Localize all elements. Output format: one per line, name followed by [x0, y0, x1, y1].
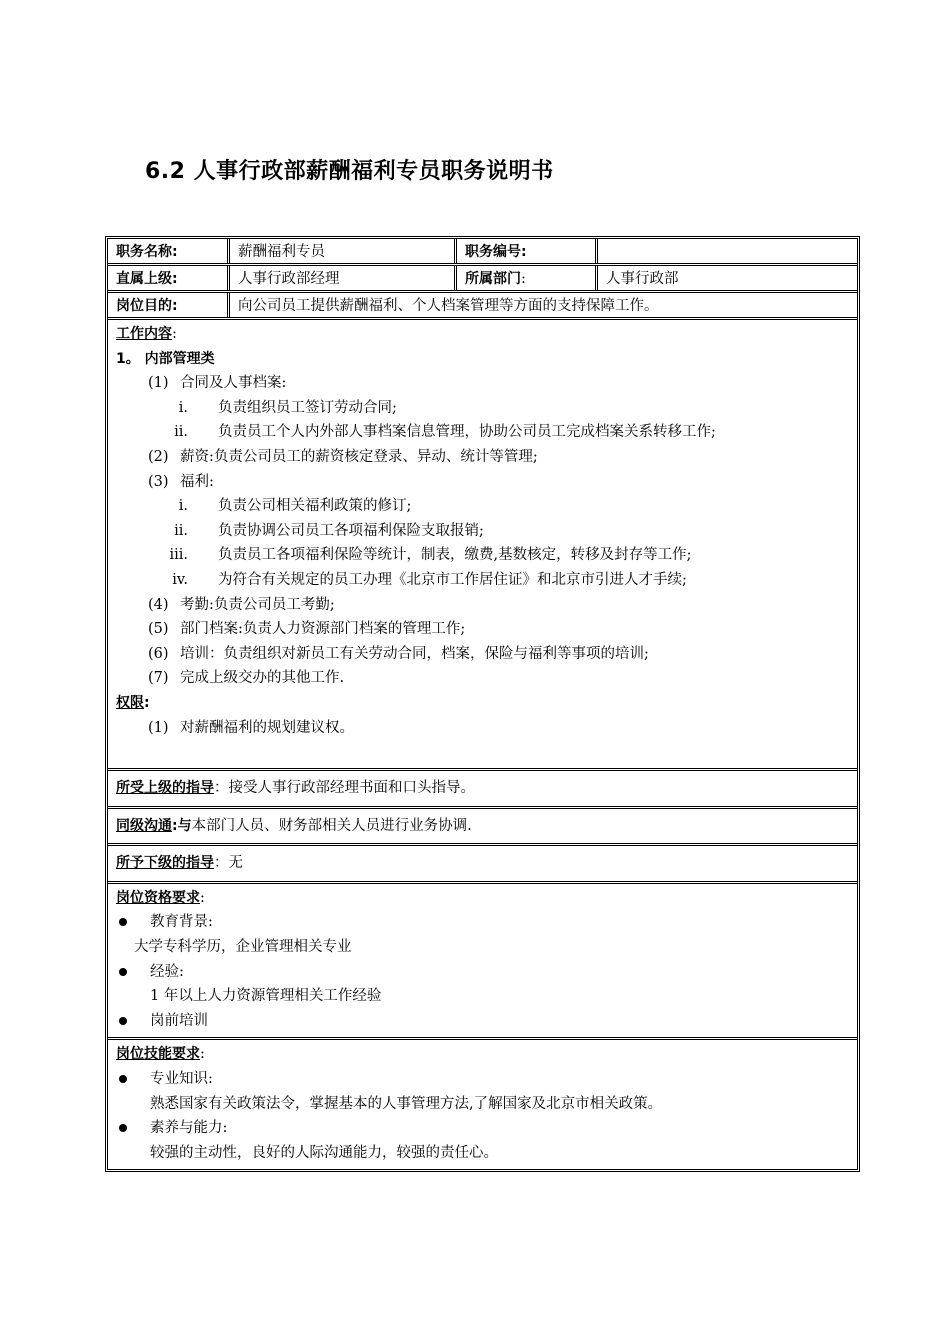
sub-item-text: 负责协调公司员工各项福利保险支取报销; [218, 522, 484, 539]
sub-item [116, 519, 849, 544]
job-no-value [595, 239, 857, 263]
knowledge-label: 专业知识: [150, 1071, 213, 1088]
sub-item-text: 负责公司相关福利政策的修订; [218, 498, 412, 515]
dept-label: 所属部门 [465, 271, 521, 287]
peer-text: 本部门人员、财务部相关人员进行业务协调. [191, 817, 472, 834]
bullet-icon [116, 1116, 150, 1141]
bullet-item [116, 1009, 849, 1034]
exp-label: 经验: [150, 963, 184, 980]
bullet-icon [116, 910, 150, 935]
sub-item-text: 负责员工各项福利保险等统计，制表，缴费,基数核定，转移及封存等工作; [218, 547, 692, 564]
list-item [116, 642, 849, 667]
sub-item [116, 420, 849, 445]
qualification-colon: : [200, 889, 205, 906]
skills-section [108, 1040, 857, 1169]
guidance-text: ：接受人事行政部经理书面和口头指导。 [214, 780, 475, 797]
sub-item-text: 负责员工个人内外部人事档案信息管理，协助公司员工完成档案关系转移工作; [218, 424, 716, 441]
skills-heading: 岗位技能要求 [116, 1046, 200, 1063]
item-text: 福利: [180, 473, 214, 490]
guidance-label: 所受上级的指导 [116, 780, 214, 797]
superior-label: 直属上级: [116, 271, 178, 287]
work-heading-colon: : [172, 326, 177, 342]
item-number: (3) [148, 473, 169, 490]
subordinate-section [108, 846, 857, 884]
purpose-value: 向公司员工提供薪酬福利、个人档案管理等方面的支持保障工作。 [227, 293, 857, 317]
sub-item [116, 568, 849, 593]
bullet-item [116, 910, 849, 935]
edu-value: 大学专科学历，企业管理相关专业 [134, 939, 352, 956]
work-heading: 工作内容 [116, 326, 172, 342]
item-number: (6) [148, 645, 169, 662]
authority-colon: : [144, 694, 150, 711]
list-item [116, 666, 849, 691]
item-number: (1) [148, 375, 169, 392]
list-item [116, 445, 849, 470]
sub-item-number: ii. [174, 522, 188, 539]
purpose-label: 岗位目的: [116, 298, 178, 314]
skills-colon: : [200, 1046, 205, 1063]
knowledge-value: 熟悉国家有关政策法令，掌握基本的人事管理方法,了解国家及北京市相关政策。 [150, 1095, 663, 1112]
section-internal-management: 1。 内部管理类 [116, 350, 215, 367]
item-text: 薪资:负责公司员工的薪资核定登录、异动、统计等管理; [180, 448, 538, 465]
subordinate-text: ：无 [214, 855, 243, 872]
bullet-icon [116, 1067, 150, 1092]
sub-item [116, 494, 849, 519]
item-text: 完成上级交办的其他工作. [180, 670, 345, 687]
job-name-value: 薪酬福利专员 [227, 239, 454, 263]
bullet-icon [116, 1009, 150, 1034]
bullet-item [116, 1067, 849, 1092]
sub-item-number: iv. [172, 571, 188, 588]
row-purpose [108, 293, 857, 320]
job-name-label: 职务名称: [116, 244, 178, 260]
guidance-section [108, 771, 857, 809]
item-number: (7) [148, 670, 169, 687]
bullet-icon [116, 960, 150, 985]
row-superior [108, 266, 857, 293]
item-text: 部门档案:负责人力资源部门档案的管理工作; [180, 621, 466, 638]
dept-colon: : [521, 271, 526, 287]
authority-heading: 权限 [116, 694, 144, 711]
item-text: 培训：负责组织对新员工有关劳动合同，档案，保险与福利等事项的培训; [180, 645, 649, 662]
sub-item [116, 396, 849, 421]
ability-value: 较强的主动性，良好的人际沟通能力，较强的责任心。 [150, 1144, 498, 1161]
item-number: (5) [148, 621, 169, 638]
subordinate-label: 所予下级的指导 [116, 855, 214, 872]
item-number: (4) [148, 596, 169, 613]
row-job-name [108, 239, 857, 266]
peer-bold-tail: :与 [172, 817, 192, 834]
list-item [116, 716, 849, 741]
bullet-item [116, 1116, 849, 1141]
sub-item-number: ii. [174, 424, 188, 441]
item-number: (1) [148, 719, 169, 736]
item-text: 考勤:负责公司员工考勤; [180, 596, 335, 613]
sub-item-number: i. [178, 498, 188, 515]
sub-item-text: 为符合有关规定的员工办理《北京市工作居住证》和北京市引进人才手续; [218, 571, 687, 588]
superior-value: 人事行政部经理 [227, 266, 454, 290]
peer-section [108, 809, 857, 847]
qualification-heading: 岗位资格要求 [116, 889, 200, 906]
list-item [116, 371, 849, 396]
job-description-table [105, 236, 860, 1172]
item-text: 合同及人事档案: [180, 375, 287, 392]
page-title: 6.2 人事行政部薪酬福利专员职务说明书 [145, 159, 554, 184]
qualification-section [108, 884, 857, 1041]
training-label: 岗前培训 [150, 1012, 208, 1029]
edu-label: 教育背景: [150, 914, 213, 931]
list-item [116, 470, 849, 495]
item-text: 对薪酬福利的规划建议权。 [180, 719, 354, 736]
exp-value: 1 年以上人力资源管理相关工作经验 [150, 988, 382, 1005]
list-item [116, 593, 849, 618]
dept-label-cell [454, 266, 595, 290]
sub-item-text: 负责组织员工签订劳动合同; [218, 399, 397, 416]
item-number: (2) [148, 448, 169, 465]
peer-label: 同级沟通 [116, 817, 172, 834]
job-no-label: 职务编号: [454, 239, 595, 263]
dept-value: 人事行政部 [595, 266, 857, 290]
sub-item-number: iii. [169, 547, 188, 564]
ability-label: 素养与能力: [150, 1120, 228, 1137]
bullet-item [116, 960, 849, 985]
sub-item-number: i. [178, 399, 188, 416]
list-item [116, 617, 849, 642]
sub-item [116, 543, 849, 568]
work-content-section [108, 320, 857, 771]
